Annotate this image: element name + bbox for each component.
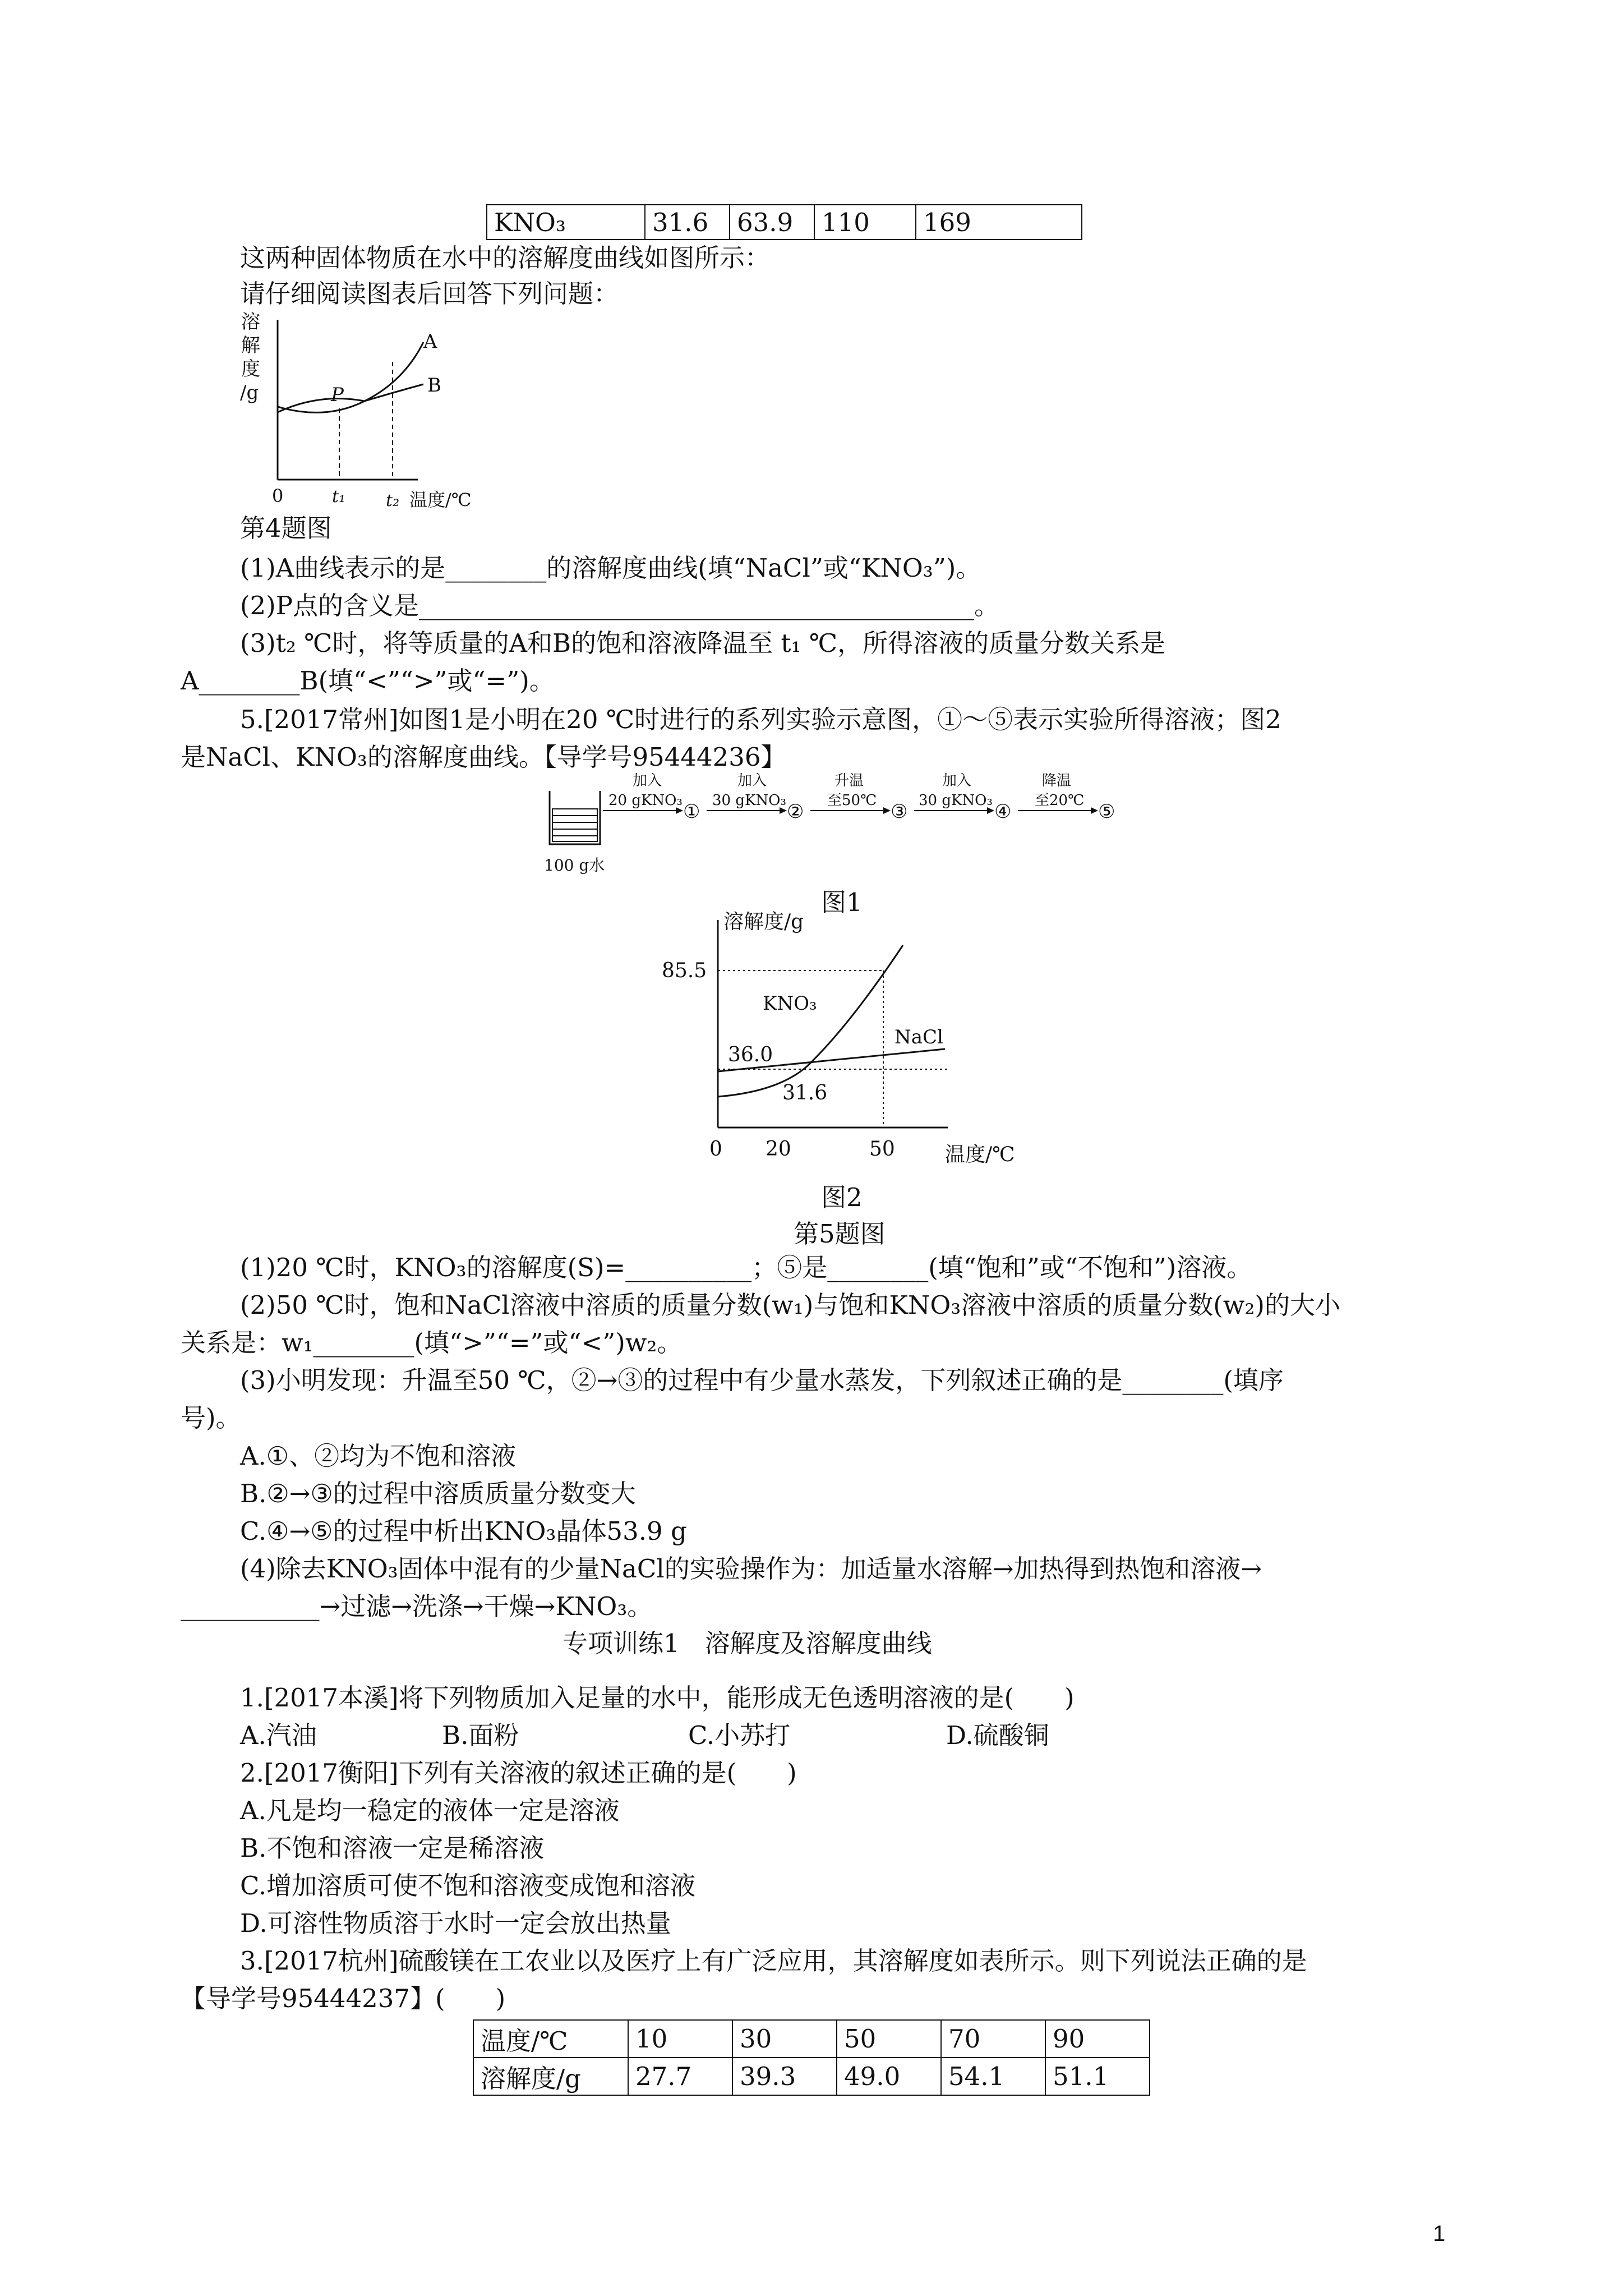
question-stem: 是NaCl、KNO₃的溶解度曲线。【导学号95444236】: [181, 742, 786, 772]
arrow-head: [883, 807, 891, 814]
figure-caption: 图2: [821, 1182, 863, 1212]
table-cell: 温度/℃: [473, 2020, 628, 2058]
y-tick-label: 36.0: [728, 1043, 773, 1066]
x-tick-label: 50: [869, 1138, 895, 1161]
step-top-label: 加入: [633, 772, 662, 789]
t1-tick-label: t₁: [332, 487, 346, 507]
option: A.凡是均一稳定的液体一定是溶液: [240, 1796, 620, 1825]
step-top-label: 降温: [1042, 772, 1072, 789]
question-line: A________B(填“<”“>”或“=”)。: [181, 666, 555, 696]
solution-label: ③: [891, 800, 908, 823]
question-line: (2)P点的含义是____________________________________________。: [240, 591, 1000, 620]
question-line: (3)小明发现：升温至50 ℃，②→③的过程中有少量水蒸发，下列叙述正确的是________(填序: [240, 1365, 1284, 1395]
question-stem: 2.[2017衡阳]下列有关溶液的叙述正确的是( ): [240, 1758, 797, 1788]
origin-label: 0: [272, 485, 284, 507]
t2-tick-label: t₂: [386, 491, 400, 510]
option: C.小苏打: [688, 1720, 791, 1750]
kno3-table: [486, 204, 1082, 240]
solution-label: ②: [787, 800, 804, 823]
question-stem: 【导学号95444237】( ): [181, 1984, 506, 2013]
page-number: 1: [1433, 2221, 1446, 2246]
curve-b-label: B: [427, 374, 441, 397]
question-line: (1)A曲线表示的是________的溶解度曲线(填“NaCl”或“KNO₃”)。: [240, 553, 981, 583]
question-line: (3)t₂ ℃时，将等质量的A和B的饱和溶液降温至 t₁ ℃，所得溶液的质量分数关系是: [240, 628, 1166, 658]
step-bottom-label: 30 gKNO₃: [712, 792, 786, 809]
question-line: (4)除去KNO₃固体中混有的少量NaCl的实验操作为：加适量水溶解→加热得到热饱和溶液→: [240, 1554, 1262, 1584]
table-cell: 溶解度/g: [473, 2058, 628, 2095]
figure-caption: 第5题图: [794, 1219, 886, 1249]
y-axis-label: 溶解度/g: [723, 910, 804, 933]
y-axis-label-char: 解: [241, 334, 260, 357]
question-line: ___________→过滤→洗涤→干燥→KNO₃。: [181, 1591, 653, 1621]
figure-caption: 图1: [821, 887, 863, 917]
question-stem: 3.[2017杭州]硫酸镁在工农业以及医疗上有广泛应用，其溶解度如表所示。则下列说法正确的是: [240, 1946, 1307, 1976]
step-bottom-label: 至20℃: [1035, 792, 1085, 809]
option: A.①、②均为不饱和溶液: [240, 1441, 517, 1471]
x-tick-label: 0: [709, 1138, 722, 1161]
x-tick-label: 20: [766, 1138, 791, 1161]
option: B.不饱和溶液一定是稀溶液: [240, 1833, 545, 1863]
question-line: (2)50 ℃时，饱和NaCl溶液中溶质的质量分数(w₁)与饱和KNO₃溶液中溶质的质量分数(w₂)的大小: [240, 1290, 1340, 1320]
step-bottom-label: 30 gKNO₃: [919, 792, 993, 809]
y-tick-label: 31.6: [782, 1082, 828, 1105]
x-axis-label: 温度/℃: [409, 489, 472, 510]
table-cell: 90: [1045, 2020, 1150, 2058]
table-row: [473, 2020, 1150, 2058]
table-cell: 50: [837, 2020, 941, 2058]
table-cell: KNO₃: [487, 205, 645, 240]
kno3-curve-label: KNO₃: [763, 992, 817, 1015]
table-row: [487, 205, 1082, 240]
step-top-label: 加入: [737, 772, 767, 789]
curve-a-label: A: [423, 330, 437, 353]
table-cell: 51.1: [1045, 2058, 1150, 2095]
kno3-curve: [718, 945, 903, 1097]
point-p-label: P: [331, 384, 344, 406]
option: A.汽油: [240, 1720, 317, 1750]
q4-solubility-chart: [224, 309, 516, 516]
step-bottom-label: 20 gKNO₃: [608, 792, 683, 809]
table-cell: 30: [732, 2020, 837, 2058]
table-cell: 10: [628, 2020, 732, 2058]
table-cell: 39.3: [732, 2058, 837, 2095]
table-cell: 70: [941, 2020, 1045, 2058]
arrow-head: [1091, 807, 1098, 814]
beaker-icon: [550, 791, 600, 844]
y-axis-label-char: 溶: [241, 311, 260, 333]
question-stem: 1.[2017本溪]将下列物质加入足量的水中，能形成无色透明溶液的是( ): [240, 1683, 1075, 1713]
option: B.面粉: [442, 1720, 519, 1750]
curve-b: [278, 384, 423, 412]
table-cell: 110: [814, 205, 916, 240]
question-stem: 5.[2017常州]如图1是小明在20 ℃时进行的系列实验示意图，①～⑤表示实验所得溶液；图2: [240, 705, 1281, 734]
solution-label: ①: [683, 800, 700, 823]
table-cell: 63.9: [730, 205, 814, 240]
beaker-label: 100 g水: [544, 856, 605, 875]
q4-intro-line: 这两种固体物质在水中的溶解度曲线如图所示：: [240, 243, 771, 273]
q5-fig1-experiment-diagram: [538, 769, 1183, 881]
option: D.硫酸铜: [946, 1720, 1049, 1750]
mgso4-solubility-table: [473, 2019, 1150, 2096]
question-line: 关系是：w₁________(填“>”“=”或“<”)w₂。: [181, 1328, 683, 1358]
figure-caption: 第4题图: [240, 513, 332, 543]
y-axis-label-char: /g: [240, 381, 259, 404]
table-cell: 27.7: [628, 2058, 732, 2095]
section-title: 专项训练1 溶解度及溶解度曲线: [562, 1628, 932, 1658]
table-cell: 54.1: [941, 2058, 1045, 2095]
step-top-label: 升温: [834, 772, 864, 789]
table-cell: 31.6: [645, 205, 730, 240]
solution-label: ⑤: [1098, 800, 1115, 823]
x-axis-label: 温度/℃: [945, 1143, 1015, 1166]
q5-fig2-solubility-chart: [645, 909, 1049, 1178]
option: D.可溶性物质溶于水时一定会放出热量: [240, 1908, 671, 1938]
option: C.增加溶质可使不饱和溶液变成饱和溶液: [240, 1871, 696, 1901]
curve-a: [278, 342, 423, 412]
table-cell: 49.0: [837, 2058, 941, 2095]
table-cell: 169: [916, 205, 1082, 240]
option: B.②→③的过程中溶质质量分数变大: [240, 1479, 636, 1508]
y-tick-label: 85.5: [662, 959, 707, 982]
y-axis-label-char: 度: [241, 358, 260, 380]
question-line: (1)20 ℃时，KNO₃的溶解度(S)=__________；⑤是________(填“饱和”或“不饱和”)溶液。: [240, 1253, 1252, 1282]
step-bottom-label: 至50℃: [827, 792, 877, 809]
solution-label: ④: [994, 800, 1012, 823]
question-line: 号)。: [181, 1403, 241, 1433]
nacl-curve-label: NaCl: [895, 1026, 943, 1048]
option: C.④→⑤的过程中析出KNO₃晶体53.9 g: [240, 1516, 687, 1546]
q4-intro-line: 请仔细阅读图表后回答下列问题：: [240, 279, 619, 309]
table-row: [473, 2058, 1150, 2095]
step-top-label: 加入: [942, 772, 972, 789]
